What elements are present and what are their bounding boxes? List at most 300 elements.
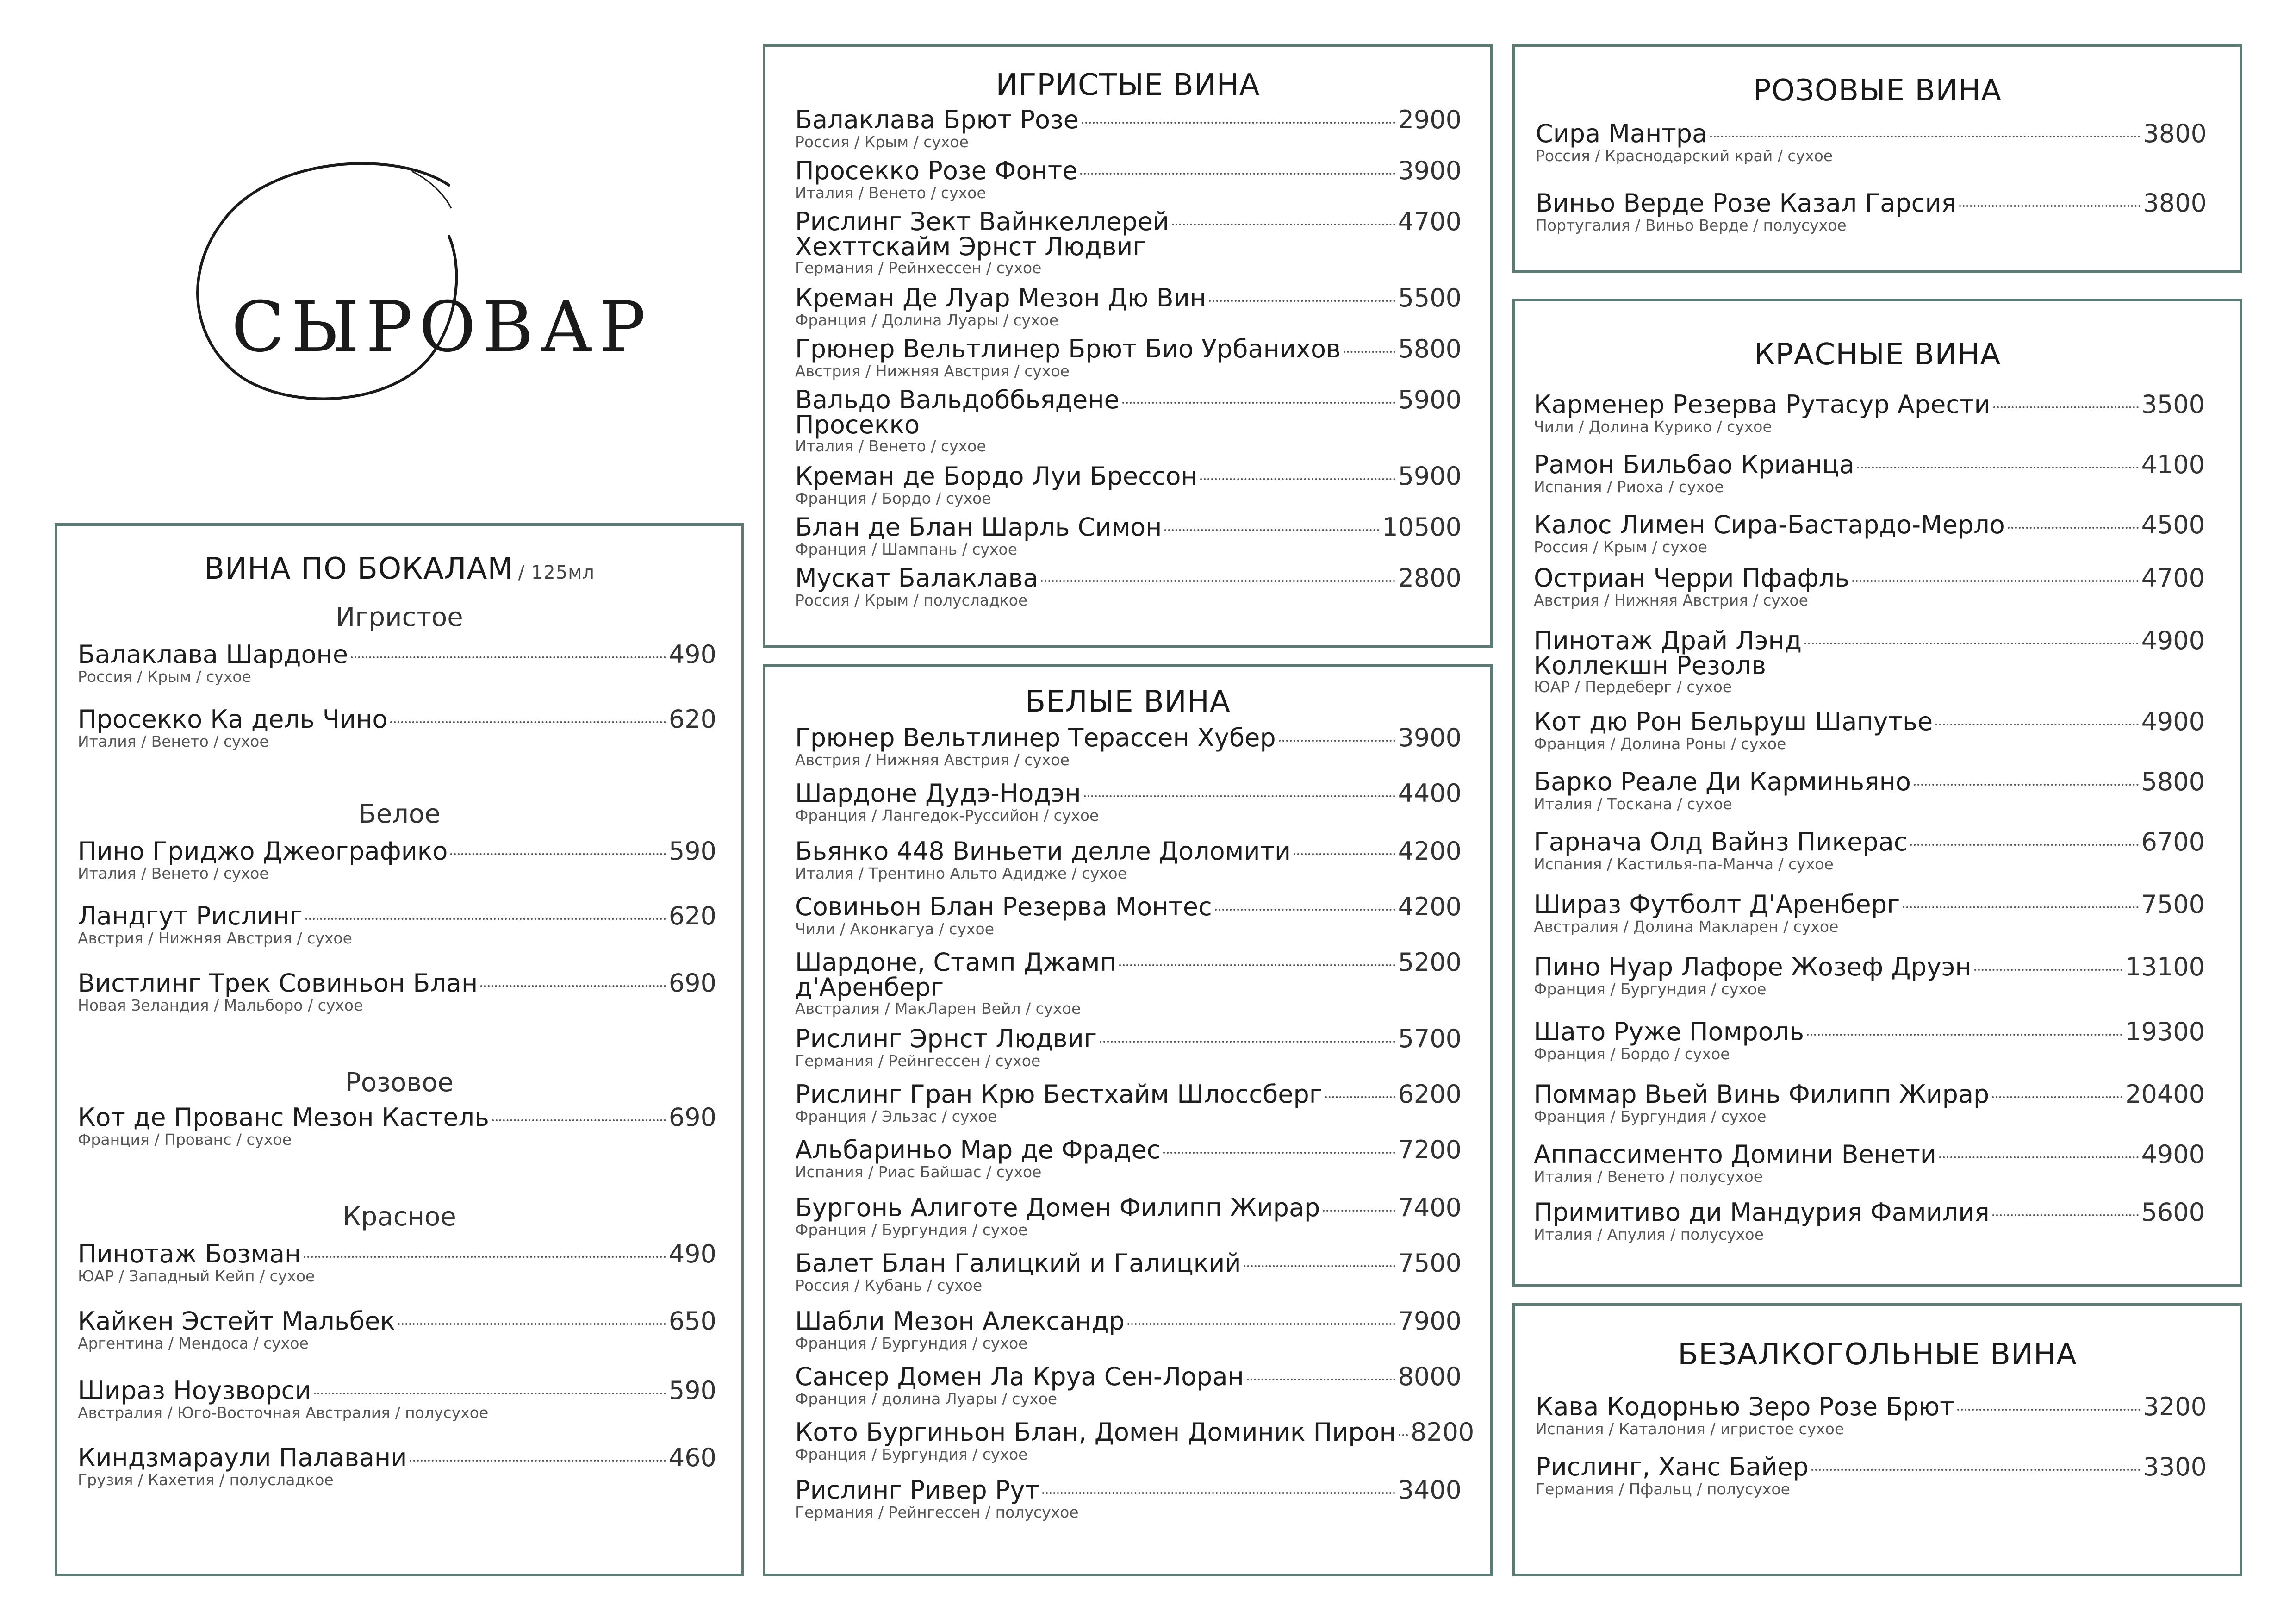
- wine-name: Шабли Мезон Александр: [795, 1306, 1125, 1336]
- wine-row: [795, 1418, 1475, 1447]
- wine-name: Пино Нуар Лафоре Жозеф Друэн: [1534, 952, 1972, 981]
- dotted-leader: [1935, 724, 2139, 725]
- wine-price: 3800: [2143, 119, 2207, 148]
- wine-item: [795, 158, 1462, 202]
- wine-item: [78, 903, 716, 948]
- wine-item: [795, 1195, 1462, 1239]
- wine-price: 3200: [2143, 1392, 2207, 1421]
- wine-origin: Франция / Бургундия / сухое: [795, 1445, 1028, 1463]
- dotted-leader: [1914, 784, 2139, 786]
- wine-origin: Грузия / Кахетия / полусладкое: [78, 1471, 334, 1489]
- wine-name: Альбариньо Мар де Фрадес: [795, 1135, 1161, 1164]
- wine-price: 590: [668, 837, 716, 866]
- wine-origin: Италия / Апулия / полусухое: [1534, 1225, 1764, 1243]
- wine-row: [795, 463, 1462, 489]
- wine-item: [1534, 892, 2205, 936]
- wine-row: [1534, 452, 2205, 478]
- panel-title: РОЗОВЫЕ ВИНА: [1753, 74, 2002, 108]
- wine-item: [78, 706, 716, 751]
- wine-name: Виньо Верде Розе Казал Гарсия: [1536, 188, 1956, 218]
- wine-item: [1534, 1019, 2205, 1063]
- dotted-leader: [1119, 964, 1395, 966]
- wine-price: 2900: [1398, 105, 1462, 134]
- wine-price: 3500: [2141, 390, 2205, 419]
- wine-origin: Франция / Бургундия / сухое: [1534, 1107, 1767, 1125]
- wine-row: [78, 970, 716, 996]
- wine-item: [1534, 1142, 2205, 1186]
- wine-name: Барко Реале Ди Карминьяно: [1534, 767, 1911, 796]
- wine-origin: Австралия / МакЛарен Вейл / сухое: [795, 999, 1081, 1018]
- wine-name: Сансер Домен Ла Круа Сен-Лоран: [795, 1362, 1244, 1391]
- wine-name: Грюнер Вельтлинер Терассен Хубер: [795, 723, 1276, 752]
- dotted-leader: [450, 853, 666, 855]
- dotted-leader: [1857, 467, 2139, 468]
- wine-origin: Франция / Прованс / сухое: [78, 1131, 292, 1149]
- wine-row: [795, 1308, 1462, 1334]
- wine-name: Карменер Резерва Рутасур Арести: [1534, 390, 1991, 419]
- wine-row: [78, 838, 716, 864]
- wine-row: [1534, 1142, 2205, 1168]
- wine-item: [795, 1418, 1475, 1464]
- wine-row: [78, 1241, 716, 1267]
- wine-origin: Россия / Крым / полусладкое: [795, 591, 1028, 609]
- dotted-leader: [480, 985, 666, 987]
- wine-price: 4900: [2141, 626, 2205, 655]
- wine-row: [795, 781, 1462, 806]
- dotted-leader: [1910, 844, 2138, 846]
- wine-origin: Италия / Венето / сухое: [78, 732, 269, 750]
- dotted-leader: [304, 1256, 666, 1258]
- wine-origin: Италия / Венето / сухое: [795, 437, 986, 455]
- wine-row: [1534, 565, 2205, 591]
- wine-row: [1536, 1454, 2207, 1480]
- dotted-leader: [1082, 122, 1395, 124]
- wine-row: [795, 1081, 1462, 1107]
- wine-name: Сира Мантра: [1536, 119, 1708, 148]
- dotted-leader: [1993, 406, 2139, 408]
- wine-origin: Италия / Тоскана / сухое: [1534, 795, 1732, 813]
- dotted-leader: [1710, 136, 2140, 137]
- wine-origin: Австрия / Нижняя Австрия / сухое: [78, 929, 352, 947]
- wine-name: Балаклава Шардоне: [78, 640, 348, 669]
- wine-item: [78, 970, 716, 1015]
- wine-price: 5700: [1398, 1024, 1462, 1053]
- wine-price: 5200: [1398, 948, 1462, 977]
- wine-item: [78, 1308, 716, 1353]
- wine-item: [795, 949, 1462, 1018]
- wine-item: [1536, 1454, 2207, 1499]
- wine-price: 7500: [2141, 890, 2205, 919]
- wine-row: [795, 1137, 1462, 1163]
- wine-name: Шардоне, Стамп Джамп: [795, 948, 1116, 977]
- wine-price: 20400: [2125, 1080, 2205, 1109]
- wine-name: Балет Блан Галицкий и Галицкий: [795, 1249, 1241, 1278]
- glass-title: ВИНА ПО БОКАЛАМ: [204, 552, 514, 586]
- glass-unit: / 125мл: [518, 562, 595, 583]
- wine-price: 5500: [1398, 283, 1462, 312]
- wine-name: Аппассименто Домини Венети: [1534, 1140, 1937, 1169]
- wine-item: [795, 1081, 1462, 1126]
- wine-price: 4400: [1398, 779, 1462, 808]
- wine-origin: Италия / Венето / сухое: [795, 184, 986, 202]
- wine-item: [78, 1378, 716, 1422]
- wine-row: [78, 706, 716, 732]
- wine-origin: Италия / Трентино Альто Адидже / сухое: [795, 864, 1127, 882]
- dotted-leader: [305, 918, 666, 920]
- wine-price: 690: [668, 1103, 716, 1132]
- wine-origin: Аргентина / Мендоса / сухое: [78, 1334, 309, 1352]
- wine-origin: Германия / Рейнгессен / полусухое: [795, 1503, 1079, 1521]
- wine-price: 6700: [2141, 827, 2205, 856]
- wine-origin: Италия / Венето / полусухое: [1534, 1168, 1763, 1186]
- wine-name: Совиньон Блан Резерва Монтес: [795, 892, 1212, 921]
- wine-name: Киндзмараули Палавани: [78, 1443, 407, 1472]
- dotted-leader: [1247, 1379, 1395, 1380]
- dotted-leader: [398, 1323, 666, 1325]
- wine-origin: Россия / Крым / сухое: [1534, 538, 1707, 556]
- wine-name: Примитиво ди Мандурия Фамилия: [1534, 1198, 1990, 1227]
- wine-price: 3900: [1398, 723, 1462, 752]
- wine-price: 4900: [2141, 1140, 2205, 1169]
- dotted-leader: [1992, 1096, 2122, 1098]
- dotted-leader: [1939, 1156, 2139, 1158]
- wine-name: Бьянко 448 Виньети делле Доломити: [795, 837, 1291, 866]
- wine-origin: Франция / Бордо / сухое: [795, 489, 991, 507]
- wine-row: [78, 903, 716, 929]
- wine-row: [1534, 829, 2205, 855]
- wine-row: [1534, 1019, 2205, 1045]
- wine-name-line2: Хехттскайм Эрнст Людвиг: [795, 232, 1146, 261]
- logo-circle-icon: [153, 153, 639, 412]
- wine-origin: Франция / Бургундия / сухое: [795, 1221, 1028, 1239]
- wine-row: [1534, 392, 2205, 418]
- wine-origin: Австралия / Юго-Восточная Австралия / полусухое: [78, 1404, 489, 1422]
- wine-price: 4900: [2141, 707, 2205, 736]
- wine-name: Калос Лимен Сира-Бастардо-Мерло: [1534, 510, 2005, 539]
- wine-origin: Франция / Долина Луары / сухое: [795, 311, 1059, 329]
- wine-price: 8000: [1398, 1362, 1462, 1391]
- dotted-leader: [1399, 1434, 1408, 1436]
- wine-name: Шардоне Дудэ-Нодэн: [795, 779, 1081, 808]
- wine-name: Шираз Ноузворси: [78, 1376, 311, 1405]
- wine-item: [1534, 954, 2205, 999]
- wine-item: [795, 725, 1462, 769]
- wine-price: 460: [668, 1443, 716, 1472]
- wine-item: [795, 1026, 1462, 1070]
- wine-row: [795, 1250, 1462, 1276]
- wine-price: 590: [668, 1376, 716, 1405]
- wine-price: 490: [668, 640, 716, 669]
- wine-origin: Россия / Крым / сухое: [78, 668, 251, 686]
- wine-item: [795, 894, 1462, 938]
- dotted-leader: [1244, 1265, 1395, 1267]
- wine-price: 13100: [2125, 952, 2205, 981]
- dotted-leader: [1215, 909, 1395, 911]
- wine-row: [795, 285, 1462, 311]
- wine-origin: Франция / Лангедок-Руссийон / сухое: [795, 806, 1099, 824]
- wine-item: [1536, 121, 2207, 165]
- wine-item: [795, 781, 1462, 825]
- wine-name: Бургонь Алиготе Домен Филипп Жирар: [795, 1193, 1320, 1222]
- brand-name: СЫРОВАР: [231, 287, 653, 368]
- wine-item: [795, 336, 1462, 381]
- wine-price: 8200: [1410, 1418, 1475, 1447]
- wine-price: 3300: [2143, 1452, 2207, 1481]
- wine-item: [795, 1137, 1462, 1181]
- wine-row: [78, 1378, 716, 1404]
- wine-name: Гарнача Олд Вайнз Пикерас: [1534, 827, 1908, 856]
- dotted-leader: [1163, 1152, 1395, 1154]
- dotted-leader: [1992, 1214, 2139, 1216]
- dotted-leader: [2008, 527, 2139, 529]
- wine-item: [795, 1250, 1462, 1295]
- wine-item: [78, 642, 716, 686]
- wine-price: 620: [668, 705, 716, 734]
- wine-origin: Россия / Краснодарский край / сухое: [1536, 147, 1833, 165]
- panel-title: БЕЗАЛКОГОЛЬНЫЕ ВИНА: [1678, 1337, 2077, 1372]
- panel-title: ИГРИСТЫЕ ВИНА: [996, 68, 1260, 102]
- wine-origin: Франция / Долина Роны / сухое: [1534, 735, 1786, 753]
- dotted-leader: [314, 1393, 666, 1394]
- panel-title: БЕЛЫЕ ВИНА: [1025, 685, 1231, 719]
- wine-origin: Франция / Эльзас / сухое: [795, 1107, 997, 1125]
- wine-origin: Испания / Кастилья-па-Манча / сухое: [1534, 855, 1834, 873]
- wine-row: [795, 1195, 1462, 1221]
- wine-item: [1536, 190, 2207, 235]
- dotted-leader: [1164, 529, 1379, 531]
- wine-item: [795, 463, 1462, 508]
- dotted-leader: [1172, 224, 1395, 225]
- wine-name: Рислинг Эрнст Людвиг: [795, 1024, 1097, 1053]
- wine-origin: Испания / Риоха / сухое: [1534, 478, 1724, 496]
- wine-item: [78, 1241, 716, 1286]
- panel-red-wines: [1512, 299, 2242, 1287]
- wine-price: 7400: [1398, 1193, 1462, 1222]
- dotted-leader: [1042, 1492, 1395, 1494]
- wine-item: [78, 1105, 716, 1149]
- dotted-leader: [1974, 969, 2122, 971]
- wine-row: [78, 1445, 716, 1471]
- wine-origin: Чили / Аконкагуа / сухое: [795, 920, 995, 938]
- wine-row: [795, 107, 1462, 133]
- panel-sparkling-wines: [763, 44, 1493, 648]
- dotted-leader: [1294, 853, 1395, 855]
- wine-row: [1534, 769, 2205, 795]
- wine-name: Креман Де Луар Мезон Дю Вин: [795, 283, 1207, 312]
- wine-item: [1534, 512, 2205, 556]
- wine-row: [795, 387, 1462, 413]
- wine-origin: Новая Зеландия / Мальборо / сухое: [78, 996, 363, 1014]
- wine-name: Кайкен Эстейт Мальбек: [78, 1306, 395, 1336]
- wine-row: [1534, 512, 2205, 538]
- section-label: Красное: [342, 1202, 456, 1232]
- wine-row: [795, 725, 1462, 751]
- wine-item: [1534, 1081, 2205, 1126]
- wine-item: [795, 285, 1462, 330]
- wine-item: [795, 1477, 1462, 1522]
- wine-item: [795, 838, 1462, 883]
- wine-price: 4100: [2141, 450, 2205, 479]
- wine-name: Просекко Розе Фонте: [795, 156, 1078, 185]
- dotted-leader: [1344, 351, 1395, 353]
- dotted-leader: [1041, 580, 1395, 582]
- wine-name: Вальдо Вальдоббьядене: [795, 385, 1120, 414]
- wine-item: [795, 1308, 1462, 1353]
- wine-name: Пинотаж Бозман: [78, 1239, 301, 1268]
- dotted-leader: [1100, 1041, 1395, 1043]
- wine-price: 5800: [1398, 334, 1462, 363]
- wine-name-line2: Просекко: [795, 410, 920, 439]
- dotted-leader: [1080, 173, 1395, 175]
- wine-row: [795, 1364, 1462, 1390]
- dotted-leader: [1959, 205, 2140, 207]
- wine-origin: Франция / Шампань / сухое: [795, 540, 1018, 558]
- wine-price: 490: [668, 1239, 716, 1268]
- wine-name: Рислинг Зект Вайнкеллерей: [795, 207, 1170, 236]
- wine-item: [795, 107, 1462, 151]
- dotted-leader: [492, 1119, 666, 1121]
- wine-item: [795, 1364, 1462, 1408]
- wine-origin: Германия / Рейнхессен / сухое: [795, 259, 1042, 277]
- wine-price: 6200: [1398, 1080, 1462, 1109]
- wine-name-line2: д'Аренберг: [795, 973, 944, 1002]
- wine-name: Вистлинг Трек Совиньон Блан: [78, 968, 478, 998]
- dotted-leader: [390, 721, 666, 723]
- wine-origin: Франция / Бургундия / сухое: [1534, 980, 1767, 998]
- wine-row: [795, 894, 1462, 920]
- section-label: Розовое: [345, 1068, 454, 1098]
- wine-price: 5600: [2141, 1198, 2205, 1227]
- wine-item: [795, 565, 1462, 610]
- wine-name: Шато Руже Помроль: [1534, 1017, 1804, 1046]
- wine-origin: ЮАР / Западный Кейп / сухое: [78, 1267, 315, 1285]
- wine-origin: Австралия / Долина Макларен / сухое: [1534, 918, 1839, 936]
- wine-price: 19300: [2125, 1017, 2205, 1046]
- section-label: Игристое: [336, 602, 463, 632]
- wine-item: [795, 209, 1462, 277]
- wine-name: Шираз Футболт Д'Аренберг: [1534, 890, 1900, 919]
- dotted-leader: [1852, 580, 2139, 582]
- wine-price: 4200: [1398, 892, 1462, 921]
- dotted-leader: [1127, 1323, 1395, 1325]
- wine-price: 3400: [1398, 1475, 1462, 1505]
- wine-row: [1536, 190, 2207, 216]
- wine-item: [1534, 1199, 2205, 1244]
- wine-row: [1534, 954, 2205, 980]
- wine-name: Мускат Балаклава: [795, 563, 1039, 593]
- panel-title: КРАСНЫЕ ВИНА: [1754, 337, 2001, 372]
- dotted-leader: [1084, 795, 1395, 797]
- wine-row: [795, 336, 1462, 362]
- wine-row: [78, 1105, 716, 1131]
- wine-name: Креман де Бордо Луи Брессон: [795, 462, 1197, 491]
- wine-origin: Германия / Пфальц / полусухое: [1536, 1480, 1790, 1498]
- wine-origin: Испания / Каталония / игристое сухое: [1536, 1420, 1844, 1438]
- wine-origin: Россия / Крым / сухое: [795, 133, 969, 151]
- wine-row: [1534, 709, 2205, 735]
- wine-price: 620: [668, 901, 716, 931]
- wine-name: Поммар Вьей Винь Филипп Жирар: [1534, 1080, 1990, 1109]
- wine-name: Пино Гриджо Джеографико: [78, 837, 448, 866]
- wine-origin: Франция / Бордо / сухое: [1534, 1045, 1730, 1063]
- wine-row: [795, 838, 1462, 864]
- wine-item: [795, 514, 1462, 559]
- wine-price: 5900: [1398, 385, 1462, 414]
- dotted-leader: [1122, 402, 1395, 404]
- dotted-leader: [1903, 906, 2138, 908]
- wine-item: [1534, 628, 2205, 696]
- wine-price: 690: [668, 968, 716, 998]
- wine-name: Кава Кодорнью Зеро Розе Брют: [1536, 1392, 1954, 1421]
- wine-price: 5800: [2141, 767, 2205, 796]
- wine-price: 4700: [1398, 207, 1462, 236]
- dotted-leader: [1811, 1469, 2140, 1471]
- wine-name-line2: Коллекшн Резолв: [1534, 651, 1767, 680]
- wine-row: [1534, 1199, 2205, 1225]
- dotted-leader: [1200, 478, 1395, 480]
- wine-name: Кото Бургиньон Блан, Домен Доминик Пирон: [795, 1418, 1396, 1447]
- wine-row: [795, 514, 1462, 540]
- wine-price: 7900: [1398, 1306, 1462, 1336]
- dotted-leader: [1957, 1409, 2140, 1411]
- wine-price: 3900: [1398, 156, 1462, 185]
- wine-origin: Португалия / Виньо Верде / полусухое: [1536, 216, 1847, 234]
- dotted-leader: [1279, 740, 1395, 742]
- wine-item: [78, 1445, 716, 1489]
- section-label: Белое: [358, 799, 441, 829]
- dotted-leader: [1804, 643, 2138, 644]
- wine-name: Ландгут Рислинг: [78, 901, 303, 931]
- brand-logo: [153, 153, 653, 414]
- wine-name: Рислинг Ривер Рут: [795, 1475, 1039, 1505]
- wine-item: [78, 838, 716, 883]
- panel-wines-by-glass: [55, 523, 744, 1576]
- wine-item: [1534, 452, 2205, 496]
- wine-item: [1534, 769, 2205, 813]
- wine-origin: Испания / Риас Байшас / сухое: [795, 1163, 1042, 1181]
- wine-row: [795, 1026, 1462, 1052]
- wine-name: Остриан Черри Пфафль: [1534, 563, 1850, 593]
- wine-name: Пинотаж Драй Лэнд: [1534, 626, 1802, 655]
- dotted-leader: [351, 656, 666, 658]
- wine-price: 650: [668, 1306, 716, 1336]
- wine-origin: Чили / Долина Курико / сухое: [1534, 418, 1772, 436]
- wine-price: 2800: [1398, 563, 1462, 593]
- wine-row: [78, 642, 716, 668]
- wine-origin: Австрия / Нижняя Австрия / сухое: [795, 362, 1070, 380]
- wine-origin: ЮАР / Пердеберг / сухое: [1534, 678, 1732, 696]
- wine-name: Кот дю Рон Бельруш Шапутье: [1534, 707, 1933, 736]
- wine-row: [1534, 892, 2205, 918]
- panel-title: [57, 552, 741, 586]
- wine-row: [1534, 1081, 2205, 1107]
- wine-origin: Франция / долина Луары / сухое: [795, 1390, 1058, 1408]
- wine-name: Балаклава Брют Розе: [795, 105, 1079, 134]
- wine-row: [1536, 1394, 2207, 1420]
- wine-origin: Австрия / Нижняя Австрия / сухое: [795, 751, 1070, 769]
- panel-non-alcoholic-wines: [1512, 1303, 2242, 1576]
- wine-name: Кот де Прованс Мезон Кастель: [78, 1103, 489, 1132]
- wine-name: Рислинг Гран Крю Бестхайм Шлоссберг: [795, 1080, 1323, 1109]
- wine-row: [795, 1477, 1462, 1503]
- wine-name: Рамон Бильбао Крианца: [1534, 450, 1854, 479]
- wine-name: Просекко Ка дель Чино: [78, 705, 388, 734]
- wine-price: 7500: [1398, 1249, 1462, 1278]
- wine-row: [78, 1308, 716, 1334]
- wine-price: 5900: [1398, 462, 1462, 491]
- wine-row: [795, 565, 1462, 591]
- wine-row: [1534, 628, 2205, 654]
